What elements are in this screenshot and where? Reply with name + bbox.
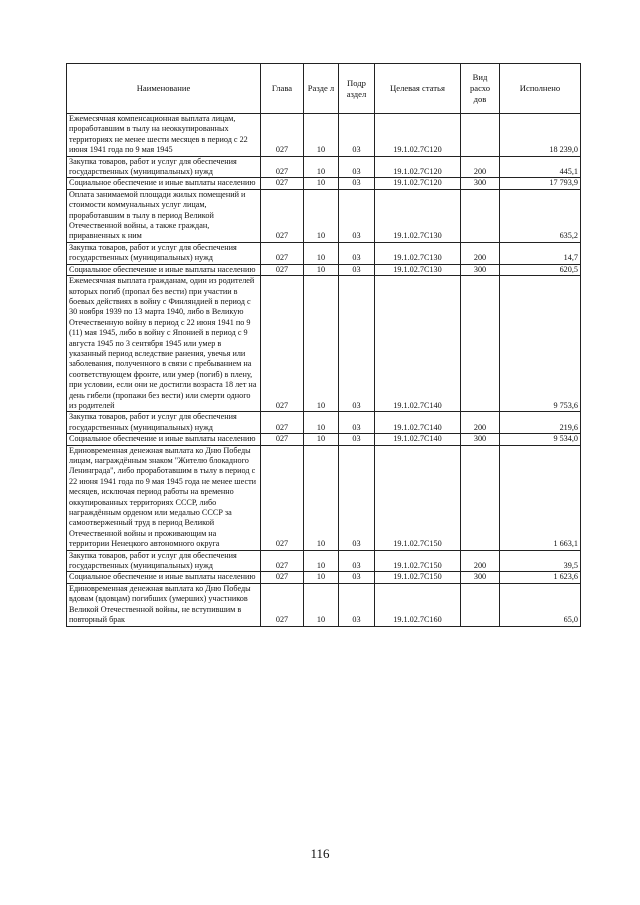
cell-target: 19.1.02.7С130 bbox=[375, 189, 461, 242]
header-chapter: Глава bbox=[261, 64, 304, 114]
header-expense-type: Вид расхо дов bbox=[461, 64, 500, 114]
cell-section: 10 bbox=[304, 572, 339, 583]
cell-section: 10 bbox=[304, 178, 339, 189]
cell-section: 10 bbox=[304, 583, 339, 626]
cell-subsection: 03 bbox=[339, 189, 375, 242]
cell-amount: 9 534,0 bbox=[500, 434, 581, 445]
cell-chapter: 027 bbox=[261, 189, 304, 242]
cell-name: Единовременная денежная выплата ко Дню Победы лицам, награждённым знаком "Жителю блокадного Ленинграда", либо проработавшим в тылу в период с 22 июня 1941 года по 9 мая 1945 года не менее шести месяцев, исключая период работы на временно оккупированных территориях СССР, либо награждённым орденом или медалью СССР за самоотверженный труд в период Великой Отечественной войны и проживающим на территории Ненецкого автономного округа bbox=[67, 445, 261, 550]
table-row bbox=[67, 114, 581, 157]
cell-subsection: 03 bbox=[339, 550, 375, 572]
cell-expense-type: 300 bbox=[461, 178, 500, 189]
cell-subsection: 03 bbox=[339, 572, 375, 583]
cell-chapter: 027 bbox=[261, 242, 304, 264]
table-row bbox=[67, 189, 581, 242]
cell-target: 19.1.02.7С120 bbox=[375, 114, 461, 157]
cell-chapter: 027 bbox=[261, 583, 304, 626]
table-header bbox=[67, 64, 581, 114]
cell-subsection: 03 bbox=[339, 583, 375, 626]
cell-expense-type bbox=[461, 445, 500, 550]
cell-expense-type bbox=[461, 276, 500, 412]
cell-target: 19.1.02.7С160 bbox=[375, 583, 461, 626]
cell-expense-type: 300 bbox=[461, 434, 500, 445]
cell-target: 19.1.02.7С130 bbox=[375, 242, 461, 264]
cell-subsection: 03 bbox=[339, 114, 375, 157]
cell-target: 19.1.02.7С150 bbox=[375, 445, 461, 550]
table-row bbox=[67, 572, 581, 583]
cell-subsection: 03 bbox=[339, 178, 375, 189]
cell-target: 19.1.02.7С150 bbox=[375, 550, 461, 572]
cell-chapter: 027 bbox=[261, 114, 304, 157]
page-number: 116 bbox=[310, 846, 330, 861]
cell-name: Социальное обеспечение и иные выплаты населению bbox=[67, 178, 261, 189]
cell-section: 10 bbox=[304, 156, 339, 178]
table-row bbox=[67, 412, 581, 434]
cell-expense-type: 200 bbox=[461, 242, 500, 264]
cell-section: 10 bbox=[304, 114, 339, 157]
cell-amount: 17 793,9 bbox=[500, 178, 581, 189]
table-row bbox=[67, 434, 581, 445]
cell-chapter: 027 bbox=[261, 445, 304, 550]
cell-name: Социальное обеспечение и иные выплаты населению bbox=[67, 434, 261, 445]
table-row bbox=[67, 583, 581, 626]
cell-section: 10 bbox=[304, 412, 339, 434]
cell-name: Закупка товаров, работ и услуг для обеспечения государственных (муниципальных) нужд bbox=[67, 242, 261, 264]
cell-section: 10 bbox=[304, 189, 339, 242]
cell-chapter: 027 bbox=[261, 156, 304, 178]
cell-subsection: 03 bbox=[339, 264, 375, 275]
table-body bbox=[67, 114, 581, 627]
cell-name: Закупка товаров, работ и услуг для обеспечения государственных (муниципальных) нужд bbox=[67, 412, 261, 434]
header-executed: Исполнено bbox=[500, 64, 581, 114]
cell-chapter: 027 bbox=[261, 550, 304, 572]
budget-table bbox=[66, 63, 581, 627]
cell-name: Закупка товаров, работ и услуг для обеспечения государственных (муниципальных) нужд bbox=[67, 156, 261, 178]
cell-section: 10 bbox=[304, 264, 339, 275]
cell-expense-type bbox=[461, 189, 500, 242]
cell-amount: 620,5 bbox=[500, 264, 581, 275]
cell-chapter: 027 bbox=[261, 178, 304, 189]
cell-name: Закупка товаров, работ и услуг для обеспечения государственных (муниципальных) нужд bbox=[67, 550, 261, 572]
cell-target: 19.1.02.7С120 bbox=[375, 156, 461, 178]
table-row bbox=[67, 445, 581, 550]
cell-expense-type bbox=[461, 583, 500, 626]
cell-amount: 1 623,6 bbox=[500, 572, 581, 583]
table-row bbox=[67, 156, 581, 178]
cell-target: 19.1.02.7С140 bbox=[375, 434, 461, 445]
cell-chapter: 027 bbox=[261, 572, 304, 583]
cell-amount: 445,1 bbox=[500, 156, 581, 178]
cell-subsection: 03 bbox=[339, 434, 375, 445]
cell-expense-type: 200 bbox=[461, 550, 500, 572]
cell-amount: 14,7 bbox=[500, 242, 581, 264]
cell-subsection: 03 bbox=[339, 445, 375, 550]
cell-target: 19.1.02.7С130 bbox=[375, 264, 461, 275]
cell-target: 19.1.02.7С120 bbox=[375, 178, 461, 189]
header-section: Разде л bbox=[304, 64, 339, 114]
cell-name: Социальное обеспечение и иные выплаты населению bbox=[67, 572, 261, 583]
table-row bbox=[67, 550, 581, 572]
header-subsection: Подр аздел bbox=[339, 64, 375, 114]
cell-section: 10 bbox=[304, 445, 339, 550]
table-row bbox=[67, 276, 581, 412]
header-name: Наименование bbox=[67, 64, 261, 114]
cell-expense-type: 300 bbox=[461, 572, 500, 583]
table-row bbox=[67, 264, 581, 275]
cell-subsection: 03 bbox=[339, 276, 375, 412]
cell-name: Оплата занимаемой площади жилых помещений и стоимости коммунальных услуг лицам, проработавшим в тылу в период Великой Отечественной войны, а также граждан, приравненных к ним bbox=[67, 189, 261, 242]
cell-chapter: 027 bbox=[261, 412, 304, 434]
cell-section: 10 bbox=[304, 550, 339, 572]
header-target: Целевая статья bbox=[375, 64, 461, 114]
cell-subsection: 03 bbox=[339, 412, 375, 434]
cell-expense-type: 200 bbox=[461, 412, 500, 434]
cell-subsection: 03 bbox=[339, 242, 375, 264]
cell-name: Единовременная денежная выплата ко Дню Победы вдовам (вдовцам) погибших (умерших) участников Великой Отечественной войны, не вступившим в повторный брак bbox=[67, 583, 261, 626]
cell-subsection: 03 bbox=[339, 156, 375, 178]
cell-name: Ежемесячная выплата гражданам, один из родителей которых погиб (пропал без вести) при участии в боевых действиях в войну с Финляндией в период с 30 ноября 1939 по 13 марта 1940, либо в Великую Отечественную войну в период с 22 июня 1941 по 9 (11) мая 1945, либо в войну с Японией в период с 9 августа 1945 по 3 сентября 1945 или умер в указанный период вследствие ранения, увечья или заболевания, полученного в связи с пребыванием на соответствующем фронте, или умер (погиб) в плену, при условии, если они не достигли возраста 18 лет на день гибели (пропажи без вести) или смерти одного из родителей bbox=[67, 276, 261, 412]
cell-amount: 9 753,6 bbox=[500, 276, 581, 412]
cell-amount: 635,2 bbox=[500, 189, 581, 242]
cell-amount: 18 239,0 bbox=[500, 114, 581, 157]
cell-name: Ежемесячная компенсационная выплата лицам, проработавшим в тылу на неоккупированных территориях не менее шести месяцев в период с 22 июня 1941 года по 9 мая 1945 bbox=[67, 114, 261, 157]
cell-expense-type: 300 bbox=[461, 264, 500, 275]
cell-section: 10 bbox=[304, 434, 339, 445]
cell-target: 19.1.02.7С150 bbox=[375, 572, 461, 583]
cell-amount: 65,0 bbox=[500, 583, 581, 626]
cell-name: Социальное обеспечение и иные выплаты населению bbox=[67, 264, 261, 275]
cell-amount: 39,5 bbox=[500, 550, 581, 572]
cell-expense-type: 200 bbox=[461, 156, 500, 178]
cell-target: 19.1.02.7С140 bbox=[375, 276, 461, 412]
cell-amount: 1 663,1 bbox=[500, 445, 581, 550]
table-row bbox=[67, 178, 581, 189]
cell-chapter: 027 bbox=[261, 264, 304, 275]
cell-section: 10 bbox=[304, 276, 339, 412]
cell-section: 10 bbox=[304, 242, 339, 264]
cell-expense-type bbox=[461, 114, 500, 157]
cell-chapter: 027 bbox=[261, 276, 304, 412]
cell-target: 19.1.02.7С140 bbox=[375, 412, 461, 434]
table-row bbox=[67, 242, 581, 264]
cell-chapter: 027 bbox=[261, 434, 304, 445]
cell-amount: 219,6 bbox=[500, 412, 581, 434]
